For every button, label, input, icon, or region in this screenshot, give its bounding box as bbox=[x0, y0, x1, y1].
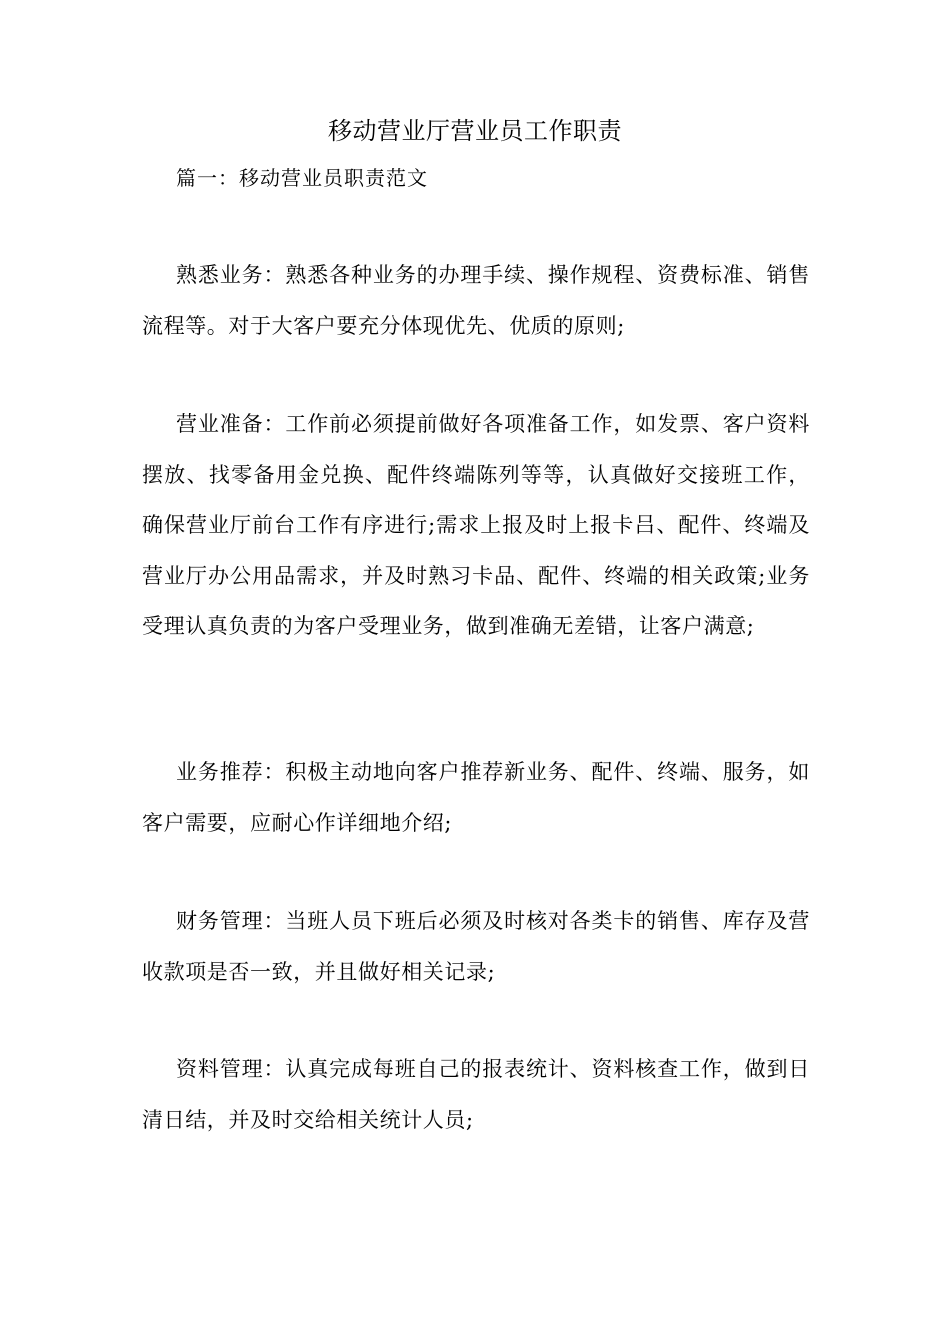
paragraph-data-management: 资料管理：认真完成每班自己的报表统计、资料核查工作，做到日清日结，并及时交给相关统计人员; bbox=[142, 1057, 810, 1132]
document-title: 移动营业厅营业员工作职责 bbox=[328, 117, 622, 145]
paragraph-business-preparation: 营业准备：工作前必须提前做好各项准备工作，如发票、客户资料摆放、找零备用金兑换、配件终端陈列等等，认真做好交接班工作，确保营业厅前台工作有序进行;需求上报及时上报卡吕、配件、终端及营业厅办公用品需求，并及时熟习卡品、配件、终端的相关政策;业务受理认真负责的为客户受理业务，做到准确无差错，让客户满意; bbox=[142, 412, 810, 638]
paragraph-business-recommendation: 业务推荐：积极主动地向客户推荐新业务、配件、终端、服务，如客户需要，应耐心作详细地介绍; bbox=[142, 760, 810, 835]
document-subtitle: 篇一：移动营业员职责范文 bbox=[176, 166, 428, 190]
paragraph-familiar-business: 熟悉业务：熟悉各种业务的办理手续、操作规程、资费标准、销售流程等。对于大客户要充分体现优先、优质的原则; bbox=[142, 263, 810, 338]
paragraph-financial-management: 财务管理：当班人员下班后必须及时核对各类卡的销售、库存及营收款项是否一致，并且做好相关记录; bbox=[142, 909, 810, 984]
